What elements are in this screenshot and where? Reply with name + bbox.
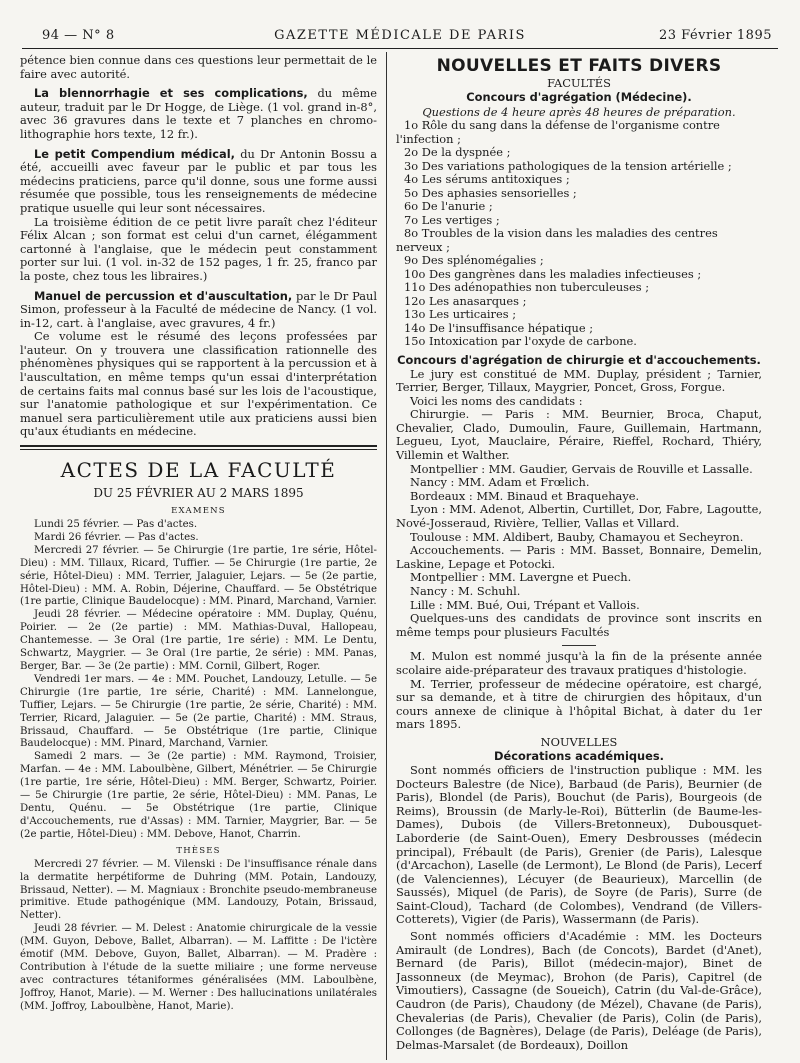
terrier-notice: M. Terrier, professeur de médecine opératoire, est chargé, sur sa demande, et à titre de chirurgien des hôpitaux, d'un cours annexe de clinique à l'hôpital Bichat, à dater du 1er mars 1895. (396, 676, 762, 732)
question-item: 9o Des splénomégalies ; (404, 253, 544, 267)
candidats-entry: Chirurgie. — Paris : MM. Beurnier, Broca, Chaput, Chevalier, Clado, Dumoulin, Faure, Guillemain, Hartmann, Legueu, Lyot, Mauclaire, Péraire, Rieffel, Rochard, Thiéry, Villemin et Walther. (396, 407, 762, 463)
question-item: 1o Rôle du sang dans la défense de l'organisme contre l'infection ; (396, 118, 720, 146)
book-title-1: La blennorrhagie et ses complications, (34, 86, 308, 101)
thesis-entry: Jeudi 28 février. — M. Delest : Anatomie chirurgicale de la vessie (MM. Guyon, Debove, Ballet, Albarran). — M. Laffitte : De l'ictère émotif (MM. Debove, Guyon, Ballet, Albarran). — M. Pradère : Contribution à l'étude de la suette miliaire ; une forme nerveuse avec contractures tétaniformes généralisées (MM. Laboulbène, Joffroy, Hanot, Marie). — M. Werner : Des hallucinations unilatérales (MM. Joffroy, Laboulbène, Hanot, Marie). (20, 923, 377, 1012)
thesis-entry: Mercredi 27 février. — M. Vilenski : De l'insuffisance rénale dans la dermatite herpétiforme de Duhring (MM. Potain, Landouzy, Brissaud, Netter). — M. Magniaux : Bronchite pseudo-membraneuse primitive. Etude pathogénique (MM. Landouzy, Potain, Brissaud, Netter). (20, 858, 377, 922)
province-note: Quelques-uns des candidats de province sont inscrits en même temps pour plusieurs Facultés (396, 611, 762, 639)
question-item: 7o Les vertiges ; (404, 212, 500, 227)
question-item: 8o Troubles de la vision dans les maladies des centres nerveux ; (396, 226, 718, 254)
candidats-entry: Toulouse : MM. Aldibert, Bauby, Chamayou et Secheyron. (410, 529, 744, 544)
candidats-entry: Lille : MM. Bué, Oui, Trépant et Vallois. (410, 597, 640, 612)
candidats-entry: Accouchements. — Paris : MM. Basset, Bonnaire, Demelin, Laskine, Lepage et Potocki. (396, 543, 762, 571)
book-review-1 (20, 87, 377, 141)
instruction-publique-list: Sont nommés officiers de l'instruction publique : MM. les Docteurs Balestre (de Nice), Barbaud (de Paris), Beurnier (de Paris), Blondel (de Paris), Bouchut (de Paris), Bourgeois (de Reims), Broussin (de Marly-le-Roi), Bütterlin (de Baume-les-Dames), Dubois (de Villers-Bretonneux), Dubousquet-Laborderie (de Saint-Ouen), Emery Desbrousses (médecin principal), Frébault (de Paris), Grenier (de Paris), Lalesque (d'Arcachon), Laselle (de Lermont), Le Blond (de Paris), Lecerf (de Valenciennes), Lécuyer (de Beaurieux), Marcellin (de Saussés), Miquel (de Paris), de Soyre (de Paris), Surre (de Saint-Cloud), Tachard (de Colombes), Vendrand (de Villers-Cotterets), Vigier (de Paris), Wassermann (de Paris). (396, 762, 762, 927)
exam-entry: Vendredi 1er mars. — 4e : MM. Pouchet, Landouzy, Letulle. — 5e Chirurgie (1re partie, 1re série, Charité) : MM. Lannelongue, Tuffier, Lejars. — 5e Chirurgie (1re partie, 2e série, Charité) : MM. Terrier, Ricard, Jalaguier. — 5e (2e partie, Charité) : MM. Straus, Brissaud, Chauffard. — 5e Obstétrique (1re partie, Clinique Baudelocque) : MM. Pinard, Marchand, Varnier. (20, 673, 377, 750)
question-item: 3o Des variations pathologiques de la tension artérielle ; (404, 158, 732, 173)
candidats-entry: Nancy : MM. Adam et Frœlich. (410, 475, 590, 490)
exam-entry: Mardi 26 février. — Pas d'actes. (34, 531, 199, 543)
theses-heading: THÈSES (176, 845, 221, 856)
left-column (20, 54, 377, 1059)
concours-chirurgie-heading: Concours d'agrégation de chirurgie et d'accouchements. (397, 352, 761, 367)
candidats-entry: Lyon : MM. Adenot, Albertin, Curtillet, Dor, Fabre, Lagoutte, Nové-Josseraud, Rivière, Tellier, Vallas et Villard. (396, 502, 762, 531)
book-review-2 (20, 148, 377, 216)
page-header (24, 22, 776, 44)
candidats-entry: Bordeaux : MM. Binaud et Braquehaye. (410, 488, 640, 503)
decorations-heading: Décorations académiques. (494, 748, 664, 763)
question-item: 12o Les anasarques ; (404, 293, 527, 308)
question-item: 6o De l'anurie ; (404, 199, 493, 213)
exam-entry: Jeudi 28 février. — Médecine opératoire : MM. Duplay, Quénu, Poirier. — 2e (2e partie) : MM. Mathias-Duval, Hallopeau, Chantemesse. — 3e Oral (1re partie, 1re série) : MM. Le Dentu, Schwartz, Maygrier. — 3e Oral (1re partie, 2e série) : MM. Panas, Berger, Bar. — 3e (2e partie) : MM. Cornil, Gilbert, Roger. (20, 609, 377, 672)
exam-entry: Samedi 2 mars. — 3e (2e partie) : MM. Raymond, Troisier, Marfan. — 4e : MM. Laboulbène, Gilbert, Ménétrier. — 5e Chirurgie (1re partie, 1re série, Hôtel-Dieu) : MM. Berger, Schwartz, Poirier. — 5e Chirurgie (1re partie, 2e série, Hôtel-Dieu) : MM. Panas, Le Dentu, Quénu. — 5e Obstétrique (1re partie, Clinique d'Accouchements, rue d'Assas) : MM. Tarnier, Maygrier, Bar. — 5e (2e partie, Hôtel-Dieu) : MM. Debove, Hanot, Charrin. (20, 751, 377, 840)
question-item: 14o De l'insuffisance hépatique ; (404, 320, 594, 335)
candidats-entry: Montpellier : MM. Lavergne et Puech. (410, 570, 632, 585)
question-item: 10o Des gangrènes dans les maladies infectieuses ; (404, 266, 702, 281)
news-title: NOUVELLES ET FAITS DIVERS (436, 56, 722, 76)
question-item: 2o De la dyspnée ; (404, 145, 511, 159)
nouvelles-heading: NOUVELLES (540, 734, 618, 749)
book-review-3 (20, 290, 377, 331)
candidats-entry: Montpellier : MM. Gaudier, Gervais de Rouville et Lassalle. (410, 461, 753, 476)
mulon-notice: M. Mulon est nommé jusqu'à la fin de la présente année scolaire aide-préparateur des travaux pratiques d'histologie. (396, 649, 762, 677)
facultes-heading: FACULTÉS (547, 76, 611, 90)
short-divider (562, 645, 596, 646)
questions-list (396, 119, 762, 349)
concours-medecine-heading: Concours d'agrégation (Médecine). (466, 90, 692, 104)
officiers-academie-list: Sont nommés officiers d'Académie : MM. les Docteurs Amirault (de Londres), Bach (de Concots), Bardet (d'Anet), Bernard (de Paris), Billot (médecin-major), Binet de Jassonneux (de Meymac), Brohon (de Paris), Capitrel (de Vimoutiers), Cassagne (de Soueich), Catrin (du Val-de-Grâce), Caudron (de Paris), Chaudony (de Mézel), Chavane (de Paris), Chevalerias (de Paris), Chevalier (de Paris), Colin (de Paris), Collonges (de Bagnères), Delage (de Paris), Deléage (de Paris), Delmas-Marsalet (de Bordeaux), Doillon (396, 929, 762, 1052)
actes-dates: DU 25 FÉVRIER AU 2 MARS 1895 (93, 486, 304, 501)
actes-title: ACTES DE LA FACULTÉ (60, 458, 337, 483)
journal-title: GAZETTE MÉDICALE DE PARIS (274, 28, 526, 43)
examens-heading: EXAMENS (171, 506, 226, 517)
question-item: 5o Des aphasies sensorielles ; (404, 185, 577, 200)
question-item: 13o Les urticaires ; (404, 307, 517, 321)
section-rule (20, 445, 377, 450)
book-body-3: par le Dr Paul Simon, professeur à la Faculté de médecine de Nancy. (1 vol. in-12, cart. à l'anglaise, avec gravures, 4 fr.) (20, 288, 377, 330)
header-rule (22, 48, 778, 49)
page-number: 94 — N° 8 (42, 28, 115, 43)
right-column (396, 54, 762, 1059)
exam-entry: Mercredi 27 février. — 5e Chirurgie (1re partie, 1re série, Hôtel-Dieu) : MM. Tillaux, Ricard, Tuffier. — 5e Chirurgie (1re partie, 2e série, Hôtel-Dieu) : MM. Terrier, Jalaguier, Lejars. — 5e (2e partie, Hôtel-Dieu) : MM. A. Robin, Déjerine, Chauffard. — 5e Obstétrique (1re partie, Clinique Baudelocque) : MM. Pinard, Marchand, Varnier. (20, 544, 377, 608)
candidats-entry: Nancy : M. Schuhl. (410, 584, 521, 598)
book-extra-3: Ce volume est le résumé des leçons professées par l'auteur. On y trouvera une classification rationnelle des phénomènes physiques qui se rapportent à la percussion et à l'auscultation, en même temps qu'un essai d'interprétation de certains faits mal connus basé sur les lois de l'acoustique, sur l'anatomie pathologique et sur l'expérimentation. Ce manuel sera particulièrement utile aux praticiens aussi bien qu'aux étudiants en médecine. (20, 329, 377, 439)
book-extra-2: La troisième édition de ce petit livre paraît chez l'éditeur Félix Alcan ; son format est celui d'un carnet, élégamment cartonné à l'anglaise, que le médecin peut constamment porter sur lui. (1 vol. in-32 de 152 pages, 1 fr. 25, franco par la poste, chez tous les libraires.) (20, 214, 377, 283)
questions-heading: Questions de 4 heure après 48 heures de préparation. (422, 105, 736, 119)
book-body-1: du même auteur, traduit par le Dr Hogge, de Liège. (1 vol. grand in-8°, avec 36 gravures dans le texte et 7 planches en chromo-lithographie hors texte, 12 fr.). (20, 86, 377, 141)
issue-date: 23 Février 1895 (658, 28, 772, 43)
question-item: 11o Des adénopathies non tuberculeuses ; (404, 280, 650, 294)
jury-text: Le jury est constitué de MM. Duplay, président ; Tarnier, Terrier, Berger, Tillaux, Maygrier, Poncet, Gross, Forgue. (396, 366, 762, 395)
exam-entry: Lundi 25 février. — Pas d'actes. (34, 519, 198, 531)
intro-continuation: pétence bien connue dans ces questions leur permettait de le faire avec autorité. (20, 54, 377, 81)
question-item: 4o Les sérums antitoxiques ; (404, 172, 570, 186)
book-title-3: Manuel de percussion et d'auscultation, (34, 288, 293, 303)
column-divider (386, 52, 387, 1060)
book-body-2: du Dr Antonin Bossu a été, accueilli avec faveur par le public et par tous les médecins praticiens, parce qu'il donne, sous une forme aussi résumée que possible, tous les renseignements de médecine pratique usuelle qui leur sont nécessaires. (20, 146, 377, 215)
candidats-intro: Voici les noms des candidats : (410, 393, 583, 408)
question-item: 15o Intoxication par l'oxyde de carbone. (404, 334, 637, 348)
book-title-2: Le petit Compendium médical, (34, 146, 235, 161)
